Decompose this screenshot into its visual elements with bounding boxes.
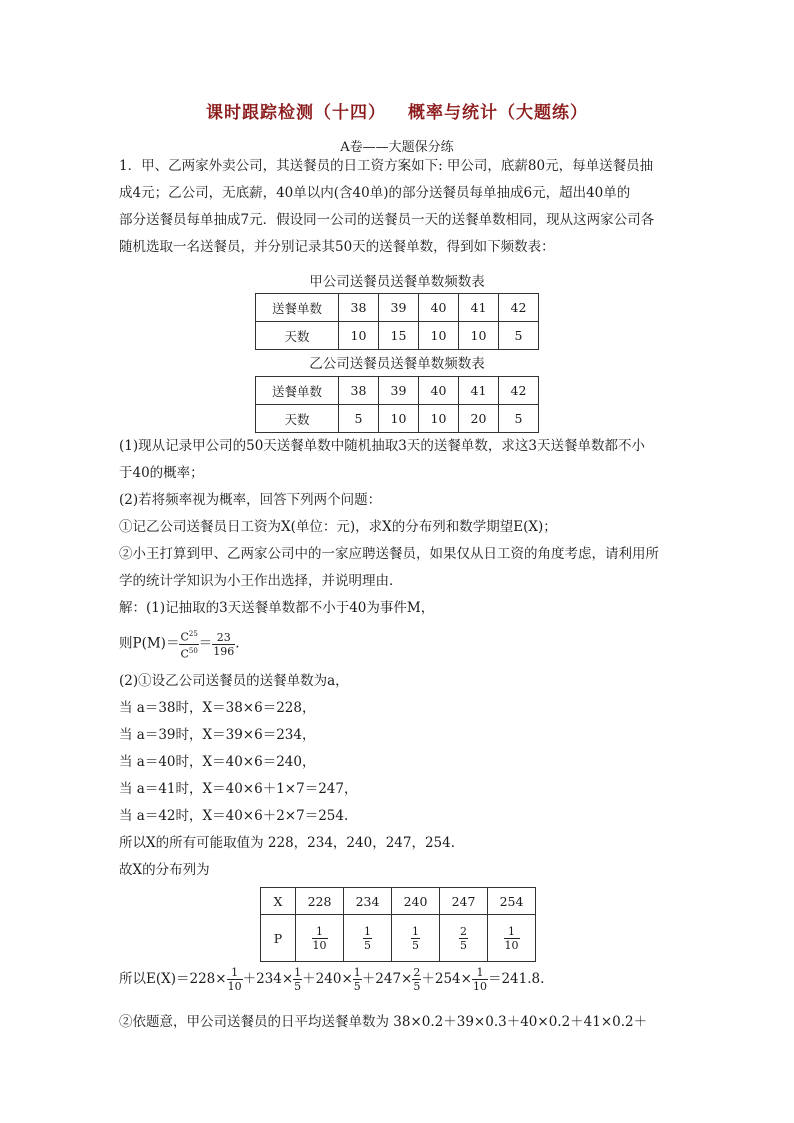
fraction-denominator: 10 [227,980,242,993]
table-cell: 38 [339,294,379,322]
table-header-cell: 天数 [256,405,339,433]
table-row [256,405,539,433]
ex-term: ＋234× [242,971,294,987]
table-cell: 10 [419,322,459,350]
table-cell: 234 [344,888,392,915]
question-line: 于40的概率； [119,465,204,481]
fraction-numerator: 2 [460,924,467,938]
fraction-numerator: 1 [312,925,328,939]
table-cell: 10 [379,405,419,433]
table-cell: 42 [499,294,539,322]
ex-term: ＋254× [421,971,472,987]
table-b-caption: 乙公司送餐员送餐单数频数表 [309,356,485,372]
table-cell [296,915,344,962]
table-a-caption: 甲公司送餐员送餐单数频数表 [309,274,485,290]
ex-term: ＋247× [361,971,413,987]
combination-fraction [179,628,198,660]
fraction-denominator: 5 [353,980,361,993]
table-cell: 15 [379,322,419,350]
table-cell: 40 [419,377,459,405]
combination-den: C [180,647,189,661]
ex-result: ＝241.8. [487,971,545,987]
q1-line: 1．甲、乙两家外卖公司，其送餐员的日工资方案如下: 甲公司，底薪80元，每单送餐员抽 [119,158,654,174]
fraction-numerator: 1 [353,966,361,979]
fraction-denominator: 10 [504,938,519,952]
solution-line: 故X的分布列为 [119,862,210,878]
solution-line: 解：(1)记抽取的3天送餐单数都不小于40为事件M， [119,600,435,616]
table-a [255,293,539,350]
table-row [256,294,539,322]
table-cell: 254 [488,888,536,915]
fraction-numerator: 1 [294,966,302,979]
fraction [472,966,488,993]
page-title [0,98,794,123]
result-fraction [212,631,235,658]
ex-term: ＋240× [302,971,353,987]
combination-num: C [180,630,189,644]
question-1-text [119,153,679,261]
solution-steps [119,668,679,884]
fraction-denominator: 5 [364,938,371,952]
ex-prefix: 所以E(X)＝228× [119,971,227,987]
solution-line: 当 a＝38时，X＝38×6＝228， [119,700,316,716]
table-row [256,322,539,350]
table-cell: 42 [499,377,539,405]
q1-line: 部分送餐员每单抽成7元．假设同一公司的送餐员一天的送餐单数相同，现从这两家公司各 [119,212,655,228]
table-b [255,376,539,433]
table-cell [440,915,488,962]
solution-line: 所以X的所有可能取值为 228，234，240，247，254. [119,835,456,851]
probability-formula [119,628,240,660]
table-cell: 41 [459,294,499,322]
fraction-numerator: 1 [227,966,243,980]
table-cell: 39 [379,377,419,405]
fraction-denominator: 5 [294,980,302,993]
fraction-numerator: 1 [412,924,419,938]
question-parts [119,433,679,622]
fraction-denominator: 196 [213,644,235,658]
solution-line: 当 a＝42时，X＝40×6＋2×7＝254. [119,808,349,824]
table-cell: 20 [459,405,499,433]
fraction-numerator: 23 [212,631,235,645]
question-line: 学的统计学知识为小王作出选择，并说明理由． [119,573,403,589]
table-cell: 5 [499,405,539,433]
fraction-denominator: 10 [472,980,487,993]
fraction [227,966,243,993]
table-cell: 5 [499,322,539,350]
table-cell [392,915,440,962]
fraction-numerator: 1 [364,924,371,938]
table-header-cell: P [261,915,296,962]
combination-den-sup: 50 [188,646,198,655]
question-line: ②小王打算到甲、乙两家公司中的一家应聘送餐员，如果仅从日工资的角度考虑，请利用所 [119,546,659,562]
fraction-denominator: 5 [460,938,467,952]
table-cell [488,915,536,962]
pm-eq: ＝ [198,635,213,652]
question-line: (1)现从记录甲公司的50天送餐单数中随机抽取3天的送餐单数，求这3天送餐单数都不小 [119,438,645,454]
question-line: (2)若将频率视为概率，回答下列两个问题： [119,492,382,508]
table-cell: 39 [379,294,419,322]
table-cell: 40 [419,294,459,322]
table-cell [344,915,392,962]
fraction-denominator: 5 [413,980,421,993]
table-cell: 10 [459,322,499,350]
fraction-numerator: 2 [413,966,421,979]
table-header-cell: X [261,888,296,915]
fraction-denominator: 5 [412,938,419,952]
solution-line: (2)①设乙公司送餐员的送餐单数为a， [119,673,349,689]
title-right: 概率与统计（大题练） [408,103,588,123]
table-cell: 38 [339,377,379,405]
solution-line: ②依题意，甲公司送餐员的日平均送餐单数为 38×0.2＋39×0.3＋40×0.2＋41×0.2＋ [119,1014,648,1030]
fraction-denominator: 10 [312,938,327,952]
table-cell: 5 [339,405,379,433]
question-line: ①记乙公司送餐员日工资为X(单位：元)，求X的分布列和数学期望E(X)； [119,519,557,535]
solution-line: 当 a＝41时，X＝40×6＋1×7＝247， [119,781,358,797]
title-left: 课时跟踪检测（十四） [206,103,386,123]
table-header-cell: 天数 [256,322,339,350]
table-row [256,377,539,405]
table-row [261,915,536,962]
pm-suffix: . [235,635,240,652]
table-cell: 240 [392,888,440,915]
table-header-cell: 送餐单数 [256,377,339,405]
expectation-formula [119,966,544,993]
fraction [412,966,421,993]
pm-prefix: 则P(M)＝ [119,635,180,652]
table-cell: 247 [440,888,488,915]
section-subtitle: A卷——大题保分练 [340,140,454,155]
table-cell: 10 [339,322,379,350]
q1-line: 成4元；乙公司，无底薪，40单以内(含40单)的部分送餐员每单抽成6元，超出40单的 [119,185,631,201]
fraction [353,966,362,993]
combination-num-sup: 25 [188,630,198,638]
fraction [293,966,302,993]
solution-line: 当 a＝40时，X＝40×6＝240， [119,754,316,770]
table-cell: 10 [419,405,459,433]
distribution-table [260,887,536,962]
table-cell: 41 [459,377,499,405]
q1-line: 随机选取一名送餐员，并分别记录其50天的送餐单数，得到如下频数表： [119,239,555,255]
solution-line: 当 a＝39时，X＝39×6＝234， [119,727,316,743]
table-row [261,888,536,915]
table-header-cell: 送餐单数 [256,294,339,322]
fraction-numerator: 1 [472,966,488,980]
fraction-numerator: 1 [504,925,520,939]
table-cell: 228 [296,888,344,915]
